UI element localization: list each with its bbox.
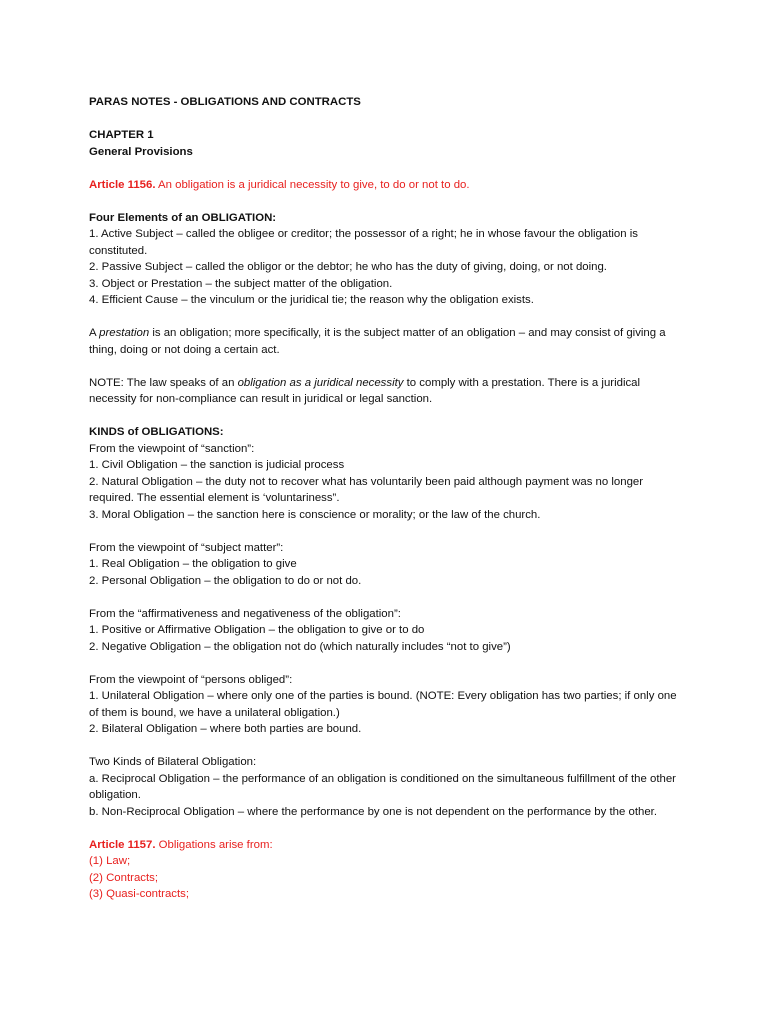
note-term: obligation as a juridical necessity xyxy=(237,376,404,389)
article-1156-text: An obligation is a juridical necessity to give, to do or not to do. xyxy=(155,178,470,191)
note-paragraph xyxy=(89,375,689,408)
list-item: 2. Personal Obligation – the obligation to do or not do. xyxy=(89,574,362,587)
elements-heading: Four Elements of an OBLIGATION: xyxy=(89,211,277,224)
text-span: A xyxy=(89,327,100,339)
article-1156 xyxy=(89,177,689,194)
prestation-paragraph xyxy=(89,325,689,358)
chapter-number: CHAPTER 1 xyxy=(89,129,154,141)
section-intro: From the viewpoint of “subject matter”: xyxy=(89,541,284,554)
text-span: is an obligation; more specifically, it is the subject matter of an obligation – and may consist of giving a thing, doing or not doing a certain act. xyxy=(89,327,666,356)
list-item: 2. Passive Subject – called the obligor or the debtor; he who has the duty of giving, doing, or not doing. xyxy=(89,261,607,273)
chapter-title: General Provisions xyxy=(89,145,193,158)
document-body xyxy=(89,94,689,903)
text-span: NOTE: The law speaks of an xyxy=(89,376,238,389)
kinds-heading: KINDS of OBLIGATIONS: xyxy=(89,426,224,438)
article-1157-label: Article 1157. xyxy=(89,838,156,851)
article-1157-text: Obligations arise from: xyxy=(155,838,273,851)
document-title: PARAS NOTES - OBLIGATIONS AND CONTRACTS xyxy=(89,96,361,108)
list-item: 4. Efficient Cause – the vinculum or the juridical tie; the reason why the obligation exists. xyxy=(89,294,534,306)
list-item: b. Non-Reciprocal Obligation – where the performance by one is not dependent on the performance by the other. xyxy=(89,805,657,818)
list-item: (1) Law; xyxy=(89,855,131,867)
section-intro: From the viewpoint of “sanction”: xyxy=(89,442,255,455)
list-item: 1. Civil Obligation – the sanction is judicial process xyxy=(89,459,345,471)
section-intro: Two Kinds of Bilateral Obligation: xyxy=(89,756,257,768)
text-span: to comply with a prestation. There is a juridical necessity for non-compliance can result in juridical or legal sanction. xyxy=(89,376,641,405)
list-item: 1. Active Subject – called the obligee or creditor; the possessor of a right; he in whose favour the obligation is constituted. xyxy=(89,228,638,257)
section-intro: From the viewpoint of “persons obliged”: xyxy=(89,673,293,686)
list-item: 1. Positive or Affirmative Obligation – the obligation to give or to do xyxy=(89,624,425,636)
list-item: a. Reciprocal Obligation – the performance of an obligation is conditioned on the simultaneous fulfillment of the other obligation. xyxy=(89,772,676,801)
list-item: 2. Natural Obligation – the duty not to recover what has voluntarily been paid although payment was no longer required. The essential element is ‘voluntariness”. xyxy=(89,475,644,504)
list-item: 3. Object or Prestation – the subject matter of the obligation. xyxy=(89,277,393,290)
article-1156-label: Article 1156. xyxy=(89,178,156,191)
list-item: 3. Moral Obligation – the sanction here is conscience or morality; or the law of the church. xyxy=(89,508,541,521)
section-intro: From the “affirmativeness and negativeness of the obligation”: xyxy=(89,607,401,620)
prestation-term: prestation xyxy=(99,327,150,339)
list-item: (3) Quasi-contracts; xyxy=(89,888,190,900)
list-item: (2) Contracts; xyxy=(89,871,158,884)
list-item: 2. Negative Obligation – the obligation not do (which naturally includes “not to give”) xyxy=(89,640,511,653)
list-item: 1. Unilateral Obligation – where only one of the parties is bound. (NOTE: Every obligation has two parties; if only one of them is bound, we have a unilateral obligation.) xyxy=(89,690,677,719)
article-1157 xyxy=(89,837,689,854)
list-item: 1. Real Obligation – the obligation to give xyxy=(89,558,297,570)
list-item: 2. Bilateral Obligation – where both parties are bound. xyxy=(89,723,362,735)
